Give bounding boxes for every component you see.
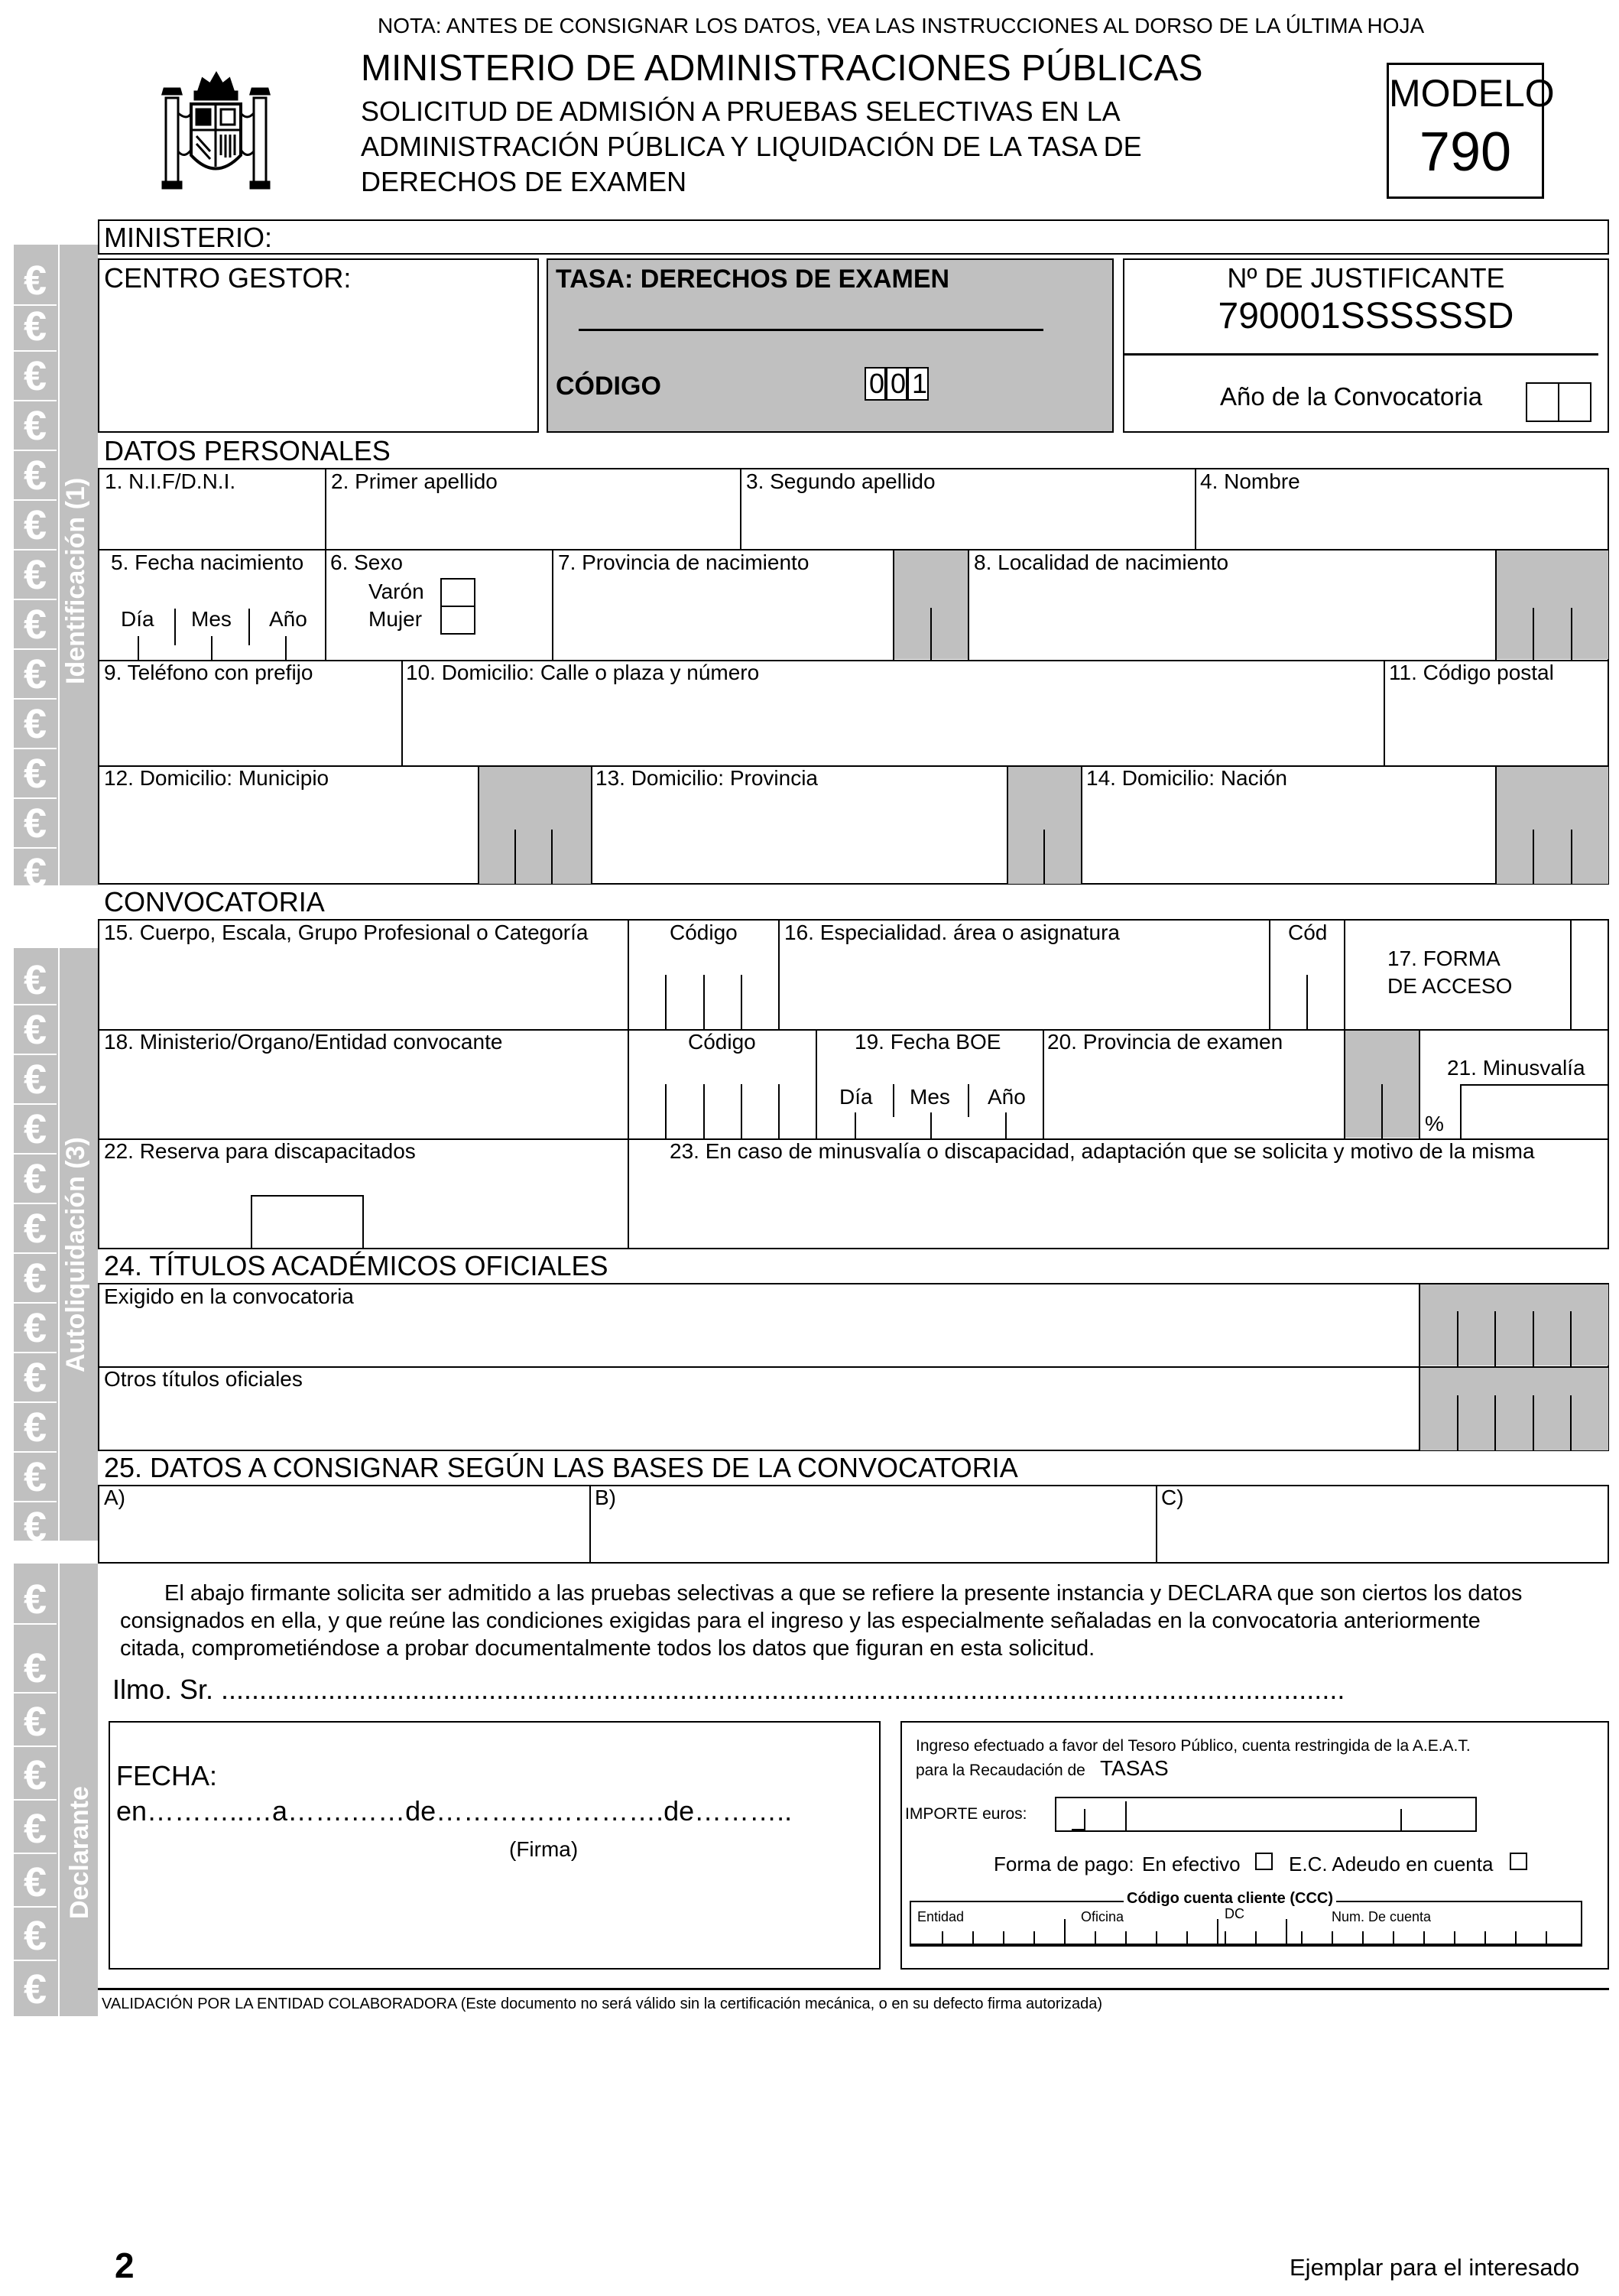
euro-icon: €: [23, 1057, 47, 1103]
municipio-label: 12. Domicilio: Municipio: [104, 766, 329, 790]
importe-label: IMPORTE euros:: [905, 1805, 1027, 1823]
euro-icon: €: [23, 1405, 47, 1450]
euro-icon: €: [23, 1255, 47, 1301]
euro-icon: €: [23, 1454, 47, 1500]
tasa-label: TASA: DERECHOS DE EXAMEN: [556, 265, 950, 294]
euro-icon: €: [23, 1699, 47, 1745]
r4-div4: [1081, 765, 1082, 885]
forma-acceso-label1: 17. FORMA: [1387, 947, 1501, 970]
euro-icon: €: [23, 353, 47, 399]
tasa-underline: [579, 329, 1043, 331]
euro-separator: [14, 1906, 57, 1908]
r2-div1: [325, 549, 326, 660]
ccc-label: Código cuenta cliente (CCC): [1124, 1891, 1336, 1906]
euro-icon: €: [23, 701, 47, 747]
codigo-label: CÓDIGO: [556, 372, 661, 401]
euro-separator: [14, 1004, 57, 1005]
fecha-boe-label: 19. Fecha BOE: [855, 1030, 1001, 1054]
euro-separator: [14, 1623, 57, 1625]
c2-div1: [628, 1029, 629, 1138]
ingreso-line1: Ingreso efectuado a favor del Tesoro Público, cuenta restringida de la A.E.A.T.: [916, 1737, 1471, 1755]
tit-tick2: [1494, 1311, 1496, 1366]
r4-tick3: [1043, 830, 1045, 885]
ilmo-sr: Ilmo. Sr. ...................................................................................................................................................: [112, 1674, 1345, 1705]
c1-tick4: [1306, 975, 1308, 1029]
fecha-line: en………..…a…….……de…………………….de………..: [116, 1795, 793, 1827]
ccc-group-divider: [1286, 1919, 1287, 1945]
fecha-nac-ano: Año: [269, 607, 307, 631]
adaptacion-label: 23. En caso de minusvalía o discapacidad, adaptación que se solicita y motivo de la misma: [670, 1139, 1535, 1163]
c1-tick1: [665, 975, 667, 1029]
tit-tick8: [1570, 1395, 1572, 1451]
fecha-firma-box[interactable]: [109, 1721, 881, 1970]
r1-div2: [740, 468, 741, 549]
euro-separator: [14, 797, 57, 799]
importe-tick-underline: [1072, 1829, 1085, 1830]
sidebar-divider: [58, 948, 60, 1541]
c2-div2: [816, 1029, 817, 1138]
apellido2-label: 3. Segundo apellido: [746, 469, 936, 493]
euro-icon: €: [23, 602, 47, 648]
justificante-divider: [1124, 353, 1598, 356]
r1-div1: [325, 468, 326, 549]
c1-div2: [778, 919, 780, 1029]
euro-separator: [14, 1352, 57, 1353]
boe-tick4: [930, 1112, 932, 1138]
nif-label: 1. N.I.F/D.N.I.: [105, 469, 236, 493]
domicilio-label: 10. Domicilio: Calle o plaza y número: [406, 661, 760, 684]
bases-a-label: A): [104, 1486, 125, 1509]
c1-tick2: [703, 975, 705, 1029]
codigo-digit-1: 0: [865, 367, 886, 401]
euro-icon: €: [23, 258, 47, 304]
bases-grid: [98, 1485, 1609, 1564]
r3-div2: [1384, 660, 1385, 765]
c2-div5: [1419, 1029, 1420, 1138]
euro-icon: €: [23, 751, 47, 797]
euro-separator: [14, 648, 57, 650]
justificante-number: 790001SSSSSSD: [1218, 296, 1514, 336]
sidebar-divider: [58, 1564, 60, 2016]
euro-separator: [14, 1451, 57, 1453]
boe-ano: Año: [988, 1085, 1026, 1109]
r4-tick5: [1571, 830, 1572, 885]
forma-acceso-label2: DE ACCESO: [1387, 974, 1513, 998]
section-titulos: 24. TÍTULOS ACADÉMICOS OFICIALES: [104, 1250, 608, 1281]
euro-separator: [14, 698, 57, 700]
validacion-rule: [98, 1988, 1609, 1990]
subtitle-line3: DERECHOS DE EXAMEN: [361, 166, 687, 197]
euro-separator: [14, 549, 57, 550]
modelo-box: [1387, 63, 1555, 199]
euro-separator: [14, 1960, 57, 1961]
c2-tick4: [778, 1084, 780, 1138]
bases-c-label: C): [1161, 1486, 1184, 1509]
declaracion-line3: citada, comprometiéndose a probar documentalmente todos los datos que figuran en esta solicitud.: [120, 1636, 1095, 1661]
euro-icon: €: [23, 1859, 47, 1905]
euro-separator: [14, 1853, 57, 1854]
r4-div5: [1495, 765, 1497, 885]
codigo-digit-2: 0: [886, 367, 907, 401]
euro-separator: [14, 1799, 57, 1801]
c1-div1: [628, 919, 629, 1029]
nombre-label: 4. Nombre: [1200, 469, 1300, 493]
euro-separator: [14, 1401, 57, 1403]
c2-div3: [1043, 1029, 1044, 1138]
nacion-label: 14. Domicilio: Nación: [1086, 766, 1287, 790]
declaracion-line1: El abajo firmante solicita ser admitido a las pruebas selectivas a que se refiere la presente instancia y DECLARA que son ciertos los datos: [164, 1581, 1523, 1606]
adeudo-label: E.C. Adeudo en cuenta: [1289, 1853, 1494, 1875]
tit-tick1: [1457, 1311, 1458, 1366]
euro-separator: [14, 1746, 57, 1747]
otros-titulos-label: Otros títulos oficiales: [104, 1367, 303, 1391]
euro-separator: [14, 1692, 57, 1694]
section-datos-personales: DATOS PERSONALES: [104, 435, 391, 466]
ejemplar-text: Ejemplar para el interesado: [1290, 2254, 1580, 2281]
reserva-label: 22. Reserva para discapacitados: [104, 1139, 416, 1163]
r4-div2: [591, 765, 592, 885]
euro-separator: [14, 400, 57, 401]
c2-tick-prov: [1381, 1084, 1383, 1138]
page-number: 2: [115, 2246, 135, 2285]
modelo-label: MODELO: [1389, 72, 1555, 115]
euro-icon: €: [23, 1966, 47, 2012]
r2-div2: [552, 549, 553, 660]
ingreso-line2: para la Recaudación de: [916, 1762, 1085, 1779]
exigido-code-box: [1420, 1284, 1608, 1366]
fecha-tick3: [138, 636, 139, 660]
fecha-tick4: [211, 636, 213, 660]
exigido-label: Exigido en la convocatoria: [104, 1284, 354, 1308]
euro-icon: €: [23, 1106, 47, 1152]
mujer-label: Mujer: [368, 607, 423, 631]
tit-div: [1419, 1283, 1420, 1451]
euro-icon: €: [23, 1504, 47, 1550]
r4-div3: [1007, 765, 1008, 885]
bases-div1: [589, 1485, 591, 1564]
tit-tick3: [1533, 1311, 1534, 1366]
euro-icon: €: [23, 502, 47, 548]
ano-convocatoria-digit-1[interactable]: [1526, 382, 1559, 422]
r2-div4: [968, 549, 969, 660]
c2-tick2: [703, 1084, 705, 1138]
sidebar-label-autoliquidacion: Autoliquidación (3): [61, 1137, 90, 1372]
r2-tick3: [1571, 608, 1572, 660]
euro-icon: €: [23, 1752, 47, 1798]
fecha-tick1: [174, 609, 176, 645]
boe-dia: Día: [839, 1085, 873, 1109]
tasas-label: TASAS: [1100, 1756, 1169, 1780]
cp-label: 11. Código postal: [1389, 661, 1554, 684]
justificante-label: Nº DE JUSTIFICANTE: [1227, 262, 1505, 294]
c3-div1: [628, 1138, 629, 1249]
euro-icon: €: [23, 1305, 47, 1351]
tit-tick7: [1533, 1395, 1534, 1451]
r4-tick2: [551, 830, 553, 885]
r1-div3: [1195, 468, 1196, 549]
forma-pago-label: Forma de pago:: [994, 1853, 1134, 1875]
subtitle-line2: ADMINISTRACIÓN PÚBLICA Y LIQUIDACIÓN DE LA TASA DE: [361, 131, 1142, 162]
reserva-box[interactable]: [251, 1195, 364, 1249]
section-convocatoria: CONVOCATORIA: [104, 886, 325, 917]
r4-tick4: [1533, 830, 1534, 885]
varon-checkbox[interactable]: [440, 578, 475, 607]
ministry-title: MINISTERIO DE ADMINISTRACIONES PÚBLICAS: [361, 48, 1203, 89]
r2-div3: [893, 549, 894, 660]
r2-tick1: [930, 608, 932, 660]
section-bases: 25. DATOS A CONSIGNAR SEGÚN LAS BASES DE LA CONVOCATORIA: [104, 1452, 1018, 1483]
cuerpo-codigo-label: Código: [670, 921, 738, 944]
ccc-entidad: Entidad: [917, 1909, 965, 1924]
ano-convocatoria-label: Año de la Convocatoria: [1220, 382, 1483, 411]
minusvalia-div: [1460, 1084, 1462, 1138]
euro-icon: €: [23, 1156, 47, 1202]
fecha-tick5: [285, 636, 287, 660]
boe-tick3: [855, 1112, 856, 1138]
ccc-dc: DC: [1225, 1906, 1244, 1921]
ministerio-field[interactable]: [98, 219, 1609, 255]
justificante-box: [1123, 258, 1609, 433]
ministerio-conv-label: 18. Ministerio/Organo/Entidad convocante: [104, 1030, 503, 1054]
ccc-num-cuenta: Num. De cuenta: [1332, 1909, 1432, 1924]
tit-sep: [98, 1366, 1609, 1368]
prov-nac-label: 7. Provincia de nacimiento: [558, 550, 810, 574]
c2-tick3: [741, 1084, 742, 1138]
euro-icon: €: [23, 1577, 47, 1622]
fecha-nac-dia: Día: [121, 607, 154, 631]
tit-tick6: [1494, 1395, 1496, 1451]
especialidad-cod-label: Cód: [1288, 921, 1328, 944]
ccc-box[interactable]: [910, 1890, 1582, 1947]
bases-b-label: B): [595, 1486, 616, 1509]
especialidad-label: 16. Especialidad. área o asignatura: [784, 921, 1120, 944]
r2-tick2: [1533, 608, 1534, 660]
codigo-digit-3: 1: [907, 367, 929, 401]
euro-separator: [14, 1203, 57, 1204]
euro-separator: [14, 1551, 57, 1552]
euro-icon: €: [23, 1913, 47, 1959]
importe-tick2: [1125, 1801, 1127, 1832]
euro-icon: €: [23, 1355, 47, 1401]
euro-icon: €: [23, 304, 47, 349]
ccc-baseline: [911, 1944, 1581, 1945]
c1-div3: [1269, 919, 1270, 1029]
euro-separator: [14, 499, 57, 501]
importe-input[interactable]: [1055, 1797, 1477, 1832]
apellido1-label: 2. Primer apellido: [331, 469, 498, 493]
ccc-oficina: Oficina: [1081, 1909, 1124, 1924]
subtitle-line1: SOLICITUD DE ADMISIÓN A PRUEBAS SELECTIVAS EN LA: [361, 96, 1121, 127]
euro-icon: €: [23, 1645, 47, 1691]
importe-tick3: [1400, 1809, 1402, 1832]
euro-separator: [14, 847, 57, 849]
sexo-label: 6. Sexo: [330, 550, 403, 574]
validacion-text: VALIDACIÓN POR LA ENTIDAD COLABORADORA (Este documento no será válido sin la certificación mecánica, o en su defecto firma autorizada): [102, 1996, 1103, 2012]
varon-label: Varón: [368, 580, 424, 603]
coat-of-arms-icon: [157, 67, 275, 193]
fecha-nac-mes: Mes: [191, 607, 232, 631]
row-sep-2: [98, 660, 1609, 661]
municipio-code-box: [478, 767, 591, 884]
euro-separator: [14, 350, 57, 352]
declaracion-line2: consignados en ella, y que reúne las condiciones exigidas para el ingreso y las especialmente señaladas en la convocatoria anteriormente: [120, 1609, 1481, 1633]
r4-div1: [478, 765, 479, 885]
ano-convocatoria-digit-2[interactable]: [1558, 382, 1591, 422]
euro-separator: [14, 1153, 57, 1154]
provincia-label: 13. Domicilio: Provincia: [595, 766, 818, 790]
minusvalia-sep: [1460, 1084, 1609, 1086]
boe-tick1: [893, 1084, 894, 1117]
tasa-box: [547, 258, 1114, 433]
prov-examen-label: 20. Provincia de examen: [1047, 1030, 1283, 1054]
centro-gestor-label: CENTRO GESTOR:: [104, 262, 352, 294]
loc-nac-label: 8. Localidad de nacimiento: [974, 550, 1229, 574]
firma-label: (Firma): [509, 1837, 579, 1861]
euro-icon: €: [23, 1007, 47, 1053]
fecha-tick2: [248, 609, 250, 645]
euro-separator: [14, 1054, 57, 1055]
sidebar-divider: [58, 245, 60, 885]
euro-icon: €: [23, 1206, 47, 1252]
euro-separator: [14, 748, 57, 749]
telefono-label: 9. Teléfono con prefijo: [104, 661, 313, 684]
header-note: NOTA: ANTES DE CONSIGNAR LOS DATOS, VEA LAS INSTRUCCIONES AL DORSO DE LA ÚLTIMA HOJA: [378, 14, 1425, 37]
minusvalia-percent: %: [1425, 1112, 1444, 1135]
adeudo-checkbox[interactable]: [1510, 1853, 1527, 1870]
euro-icon: €: [23, 552, 47, 598]
c2-div4: [1344, 1029, 1345, 1138]
euro-separator: [14, 1501, 57, 1502]
euro-icon: €: [23, 453, 47, 498]
boe-tick5: [1005, 1112, 1007, 1138]
c2-tick1: [665, 1084, 667, 1138]
c1-div4: [1344, 919, 1345, 1029]
euro-icon: €: [23, 651, 47, 697]
mujer-checkbox[interactable]: [440, 606, 475, 635]
euro-separator: [14, 599, 57, 600]
efectivo-checkbox[interactable]: [1255, 1853, 1273, 1870]
efectivo-label: En efectivo: [1142, 1853, 1241, 1875]
r2-div5: [1495, 549, 1497, 660]
c1-div5: [1570, 919, 1572, 1029]
euro-separator: [14, 1302, 57, 1304]
euro-icon: €: [23, 801, 47, 846]
ministerio-codigo-label: Código: [688, 1030, 756, 1054]
euro-separator: [14, 1252, 57, 1254]
nacion-code-box: [1495, 767, 1608, 884]
ministerio-label: MINISTERIO:: [104, 222, 273, 253]
ccc-group-divider: [1217, 1919, 1218, 1945]
euro-icon: €: [23, 850, 47, 896]
otros-code-box: [1420, 1368, 1608, 1450]
sidebar-label-identificacion: Identificación (1): [61, 477, 90, 684]
sidebar-label-declarante: Declarante: [65, 1786, 94, 1919]
bases-div2: [1156, 1485, 1157, 1564]
boe-tick2: [968, 1084, 969, 1117]
r4-tick1: [514, 830, 516, 885]
fecha-nac-label: 5. Fecha nacimiento: [111, 550, 304, 574]
euro-separator: [14, 897, 57, 898]
pago-box: [900, 1721, 1609, 1970]
c1-tick3: [741, 975, 742, 1029]
tit-tick5: [1457, 1395, 1458, 1451]
loc-nac-code-box: [1495, 550, 1608, 659]
ccc-group-divider: [1064, 1919, 1066, 1945]
fecha-label: FECHA:: [116, 1760, 218, 1791]
euro-icon: €: [23, 1806, 47, 1852]
euro-icon: €: [23, 403, 47, 449]
r3-div1: [401, 660, 403, 765]
boe-mes: Mes: [910, 1085, 950, 1109]
cuerpo-label: 15. Cuerpo, Escala, Grupo Profesional o Categoría: [104, 921, 589, 944]
centro-gestor-field[interactable]: [98, 258, 539, 433]
modelo-number: 790: [1419, 122, 1512, 183]
minusvalia-label: 21. Minusvalía: [1447, 1056, 1585, 1080]
euro-separator: [14, 450, 57, 451]
euro-separator: [14, 1103, 57, 1105]
euro-icon: €: [23, 957, 47, 1003]
tit-tick4: [1570, 1311, 1572, 1366]
